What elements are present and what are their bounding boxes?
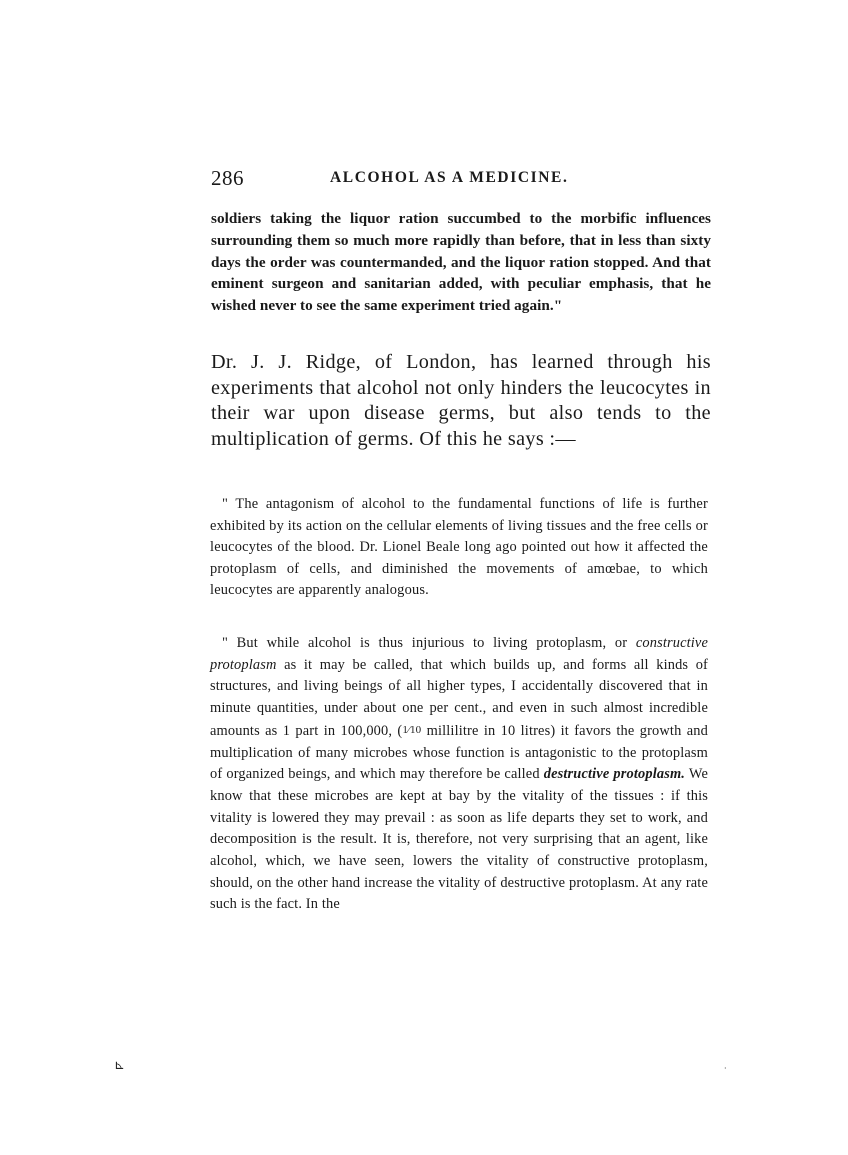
quote-2-part-4: We know that these microbes are kept at bay by the vitality of the tissues : if this vitality is lowered they may prevail : as soon as life departs they set to work, and decomposition is the result. It is, therefore, not very surprising that an agent, like alcohol, which, we have seen, lowers the vitality of constructive protoplasm, should, on the other hand increase the vitality of destructive protoplasm. At any rate such is the fact. In the — [210, 766, 708, 913]
ridge-quote-paragraph-2 — [210, 633, 708, 916]
scan-mark-left: ⊾ — [114, 1058, 125, 1073]
quote-2-part-3: millilitre in 10 litres) it favors the growth and multiplication of many microbes whose function is antagonistic to the protoplasm of organized beings, and which may therefore be called — [210, 722, 708, 783]
quote-continuation-text: soldiers taking the liquor ration succumbed to the morbific influences surrounding them so much more rapidly than before, that in less than sixty days the order was countermanded, and the liquor ration stopped. And that eminent surgeon and sanitarian added, with peculiar emphasis, that he wished never to see the same experiment tried again." — [211, 210, 711, 315]
body-paragraph — [211, 350, 711, 453]
ridge-quote-paragraph-2-text — [210, 633, 708, 916]
quote-2-part-2: as it may be called, that which builds up, and forms all kinds of structures, and living beings of all higher types, I accidentally discovered that in minute quantities, under about one per cent., and even in such almost incredible amounts as 1 part in 100,000, ( — [210, 656, 708, 739]
fraction: 1⁄10 — [402, 723, 422, 736]
body-paragraph-text: Dr. J. J. Ridge, of London, has learned through his experiments that alcohol not only hinders the leucocytes in their war upon disease germs, but also tends to the multiplication of germs. Of this he says :— — [211, 351, 711, 451]
quote-continuation — [211, 208, 711, 317]
page-number: 286 — [211, 166, 244, 190]
running-head: ALCOHOL AS A MEDICINE. — [330, 169, 569, 186]
page-header — [211, 166, 711, 192]
ridge-quote-paragraph-1-text: " The antagonism of alcohol to the fundamental functions of life is further exhibited by its action on the cellular elements of living tissues and the free cells or leucocytes of the blood. Dr. Lionel Beale long ago pointed out how it affected the protoplasm of cells, and diminished the movements of amœbae, to which leucocytes are apparently analogous. — [210, 496, 708, 599]
constructive-protoplasm-term: constructive protoplasm — [210, 635, 708, 673]
scan-mark-right: · — [724, 1064, 727, 1073]
ridge-quote-paragraph-1 — [210, 494, 708, 602]
quote-2-part-1: " But while alcohol is thus injurious to living protoplasm, or — [222, 635, 636, 651]
destructive-protoplasm-term: destructive protoplasm. — [543, 766, 686, 783]
